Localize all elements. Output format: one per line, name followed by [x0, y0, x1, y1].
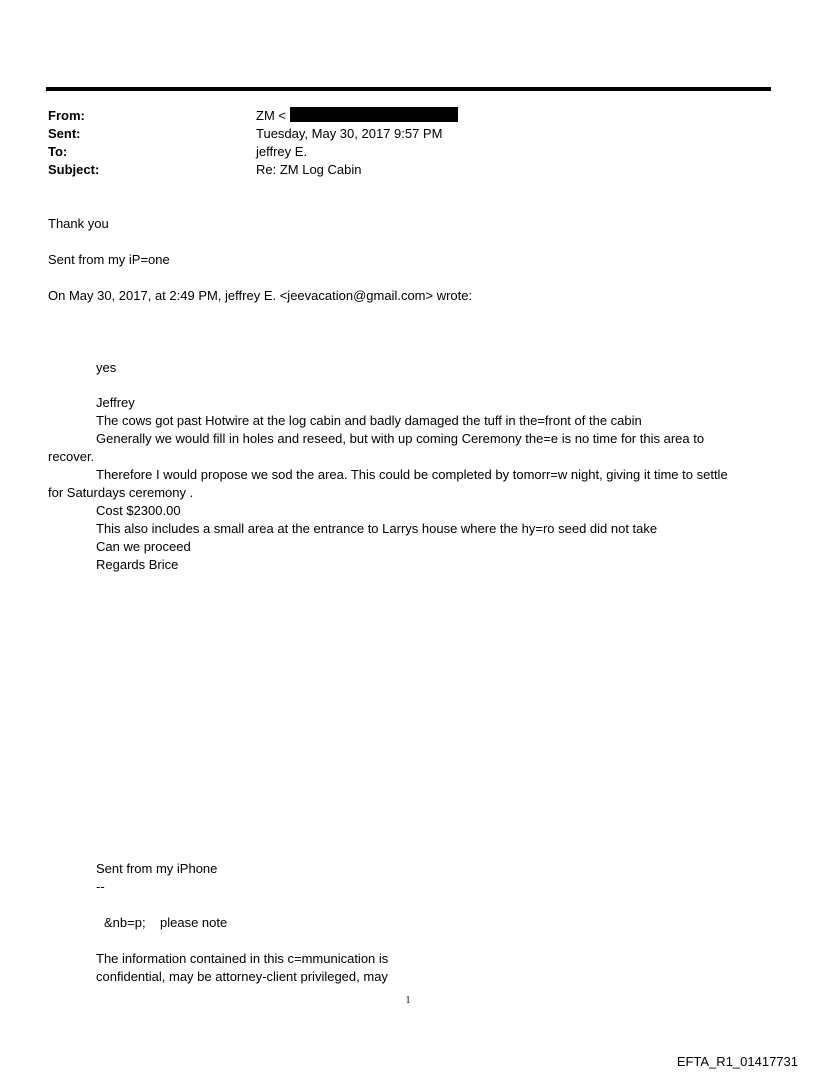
please-note: &nb=p; please note — [104, 915, 228, 930]
signoff: Regards Brice — [96, 557, 179, 572]
to-value: jeffrey E. — [256, 144, 308, 159]
body-line-4: This also includes a small area at the entrance to Larrys house where the hy=ro seed did not take — [96, 521, 658, 536]
subject-value: Re: ZM Log Cabin — [256, 162, 362, 177]
sent-value: Tuesday, May 30, 2017 9:57 PM — [256, 126, 443, 141]
body-line-2: Generally we would fill in holes and reseed, but with up coming Ceremony the=e is no time for this area to — [96, 431, 705, 446]
reply-yes: yes — [96, 360, 117, 375]
body-line-2-wrap: recover. — [48, 449, 95, 464]
body-line-3-wrap: for Saturdays ceremony . — [48, 485, 194, 500]
signature-dashes: -- — [96, 879, 105, 894]
from-value — [256, 107, 458, 125]
redaction-block — [290, 107, 458, 122]
thank-you-text: Thank you — [48, 216, 109, 231]
sent-label: Sent: — [48, 126, 81, 141]
subject-label: Subject: — [48, 162, 100, 177]
cost-line: Cost $2300.00 — [96, 503, 181, 518]
bates-number: EFTA_R1_01417731 — [676, 1054, 798, 1069]
from-value-text: ZM < — [256, 108, 286, 123]
body-line-3: Therefore I would propose we sod the area. This could be completed by tomorr=w night, giving it time to settle — [96, 467, 728, 482]
confidential-line-1: The information contained in this c=mmunication is — [96, 951, 389, 966]
body-line-1: The cows got past Hotwire at the log cabin and badly damaged the tuff in the=front of the cabin — [96, 413, 642, 428]
body-line-5: Can we proceed — [96, 539, 191, 554]
confidential-line-2: confidential, may be attorney-client privileged, may — [96, 969, 388, 984]
greeting: Jeffrey — [96, 395, 135, 410]
to-label: To: — [48, 144, 68, 159]
header-rule — [46, 87, 771, 91]
sent-from-iphone: Sent from my iPhone — [96, 861, 218, 876]
from-label: From: — [48, 108, 85, 123]
quote-attribution: On May 30, 2017, at 2:49 PM, jeffrey E. <jeevacation@gmail.com> wrote: — [48, 288, 473, 303]
sent-from-signature: Sent from my iP=one — [48, 252, 170, 267]
page-number: 1 — [405, 995, 411, 1006]
